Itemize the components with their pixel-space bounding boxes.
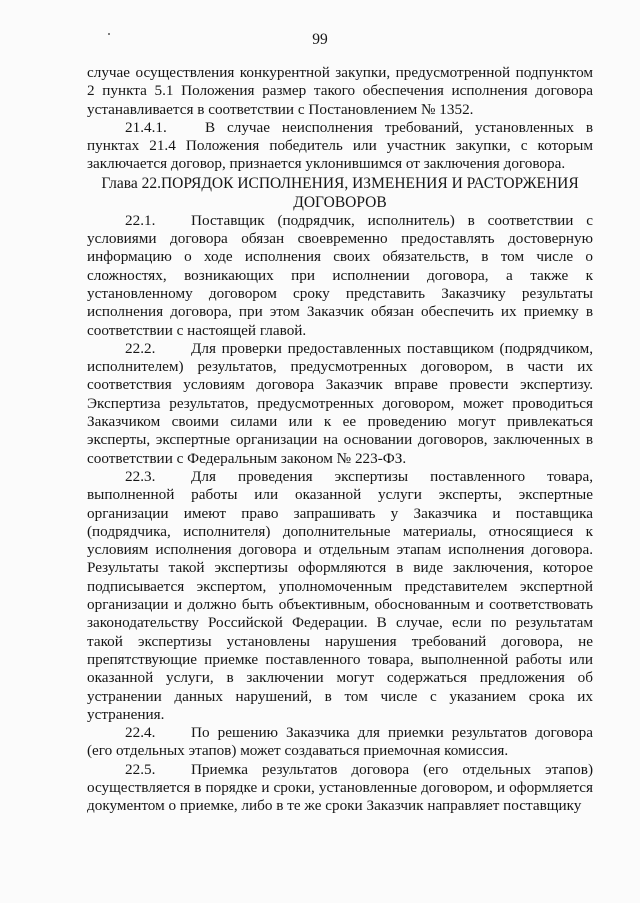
- clause-number: 22.4.: [125, 724, 156, 742]
- clause-22-5: [87, 761, 593, 816]
- chapter-heading: Глава 22.ПОРЯДОК ИСПОЛНЕНИЯ, ИЗМЕНЕНИЯ И РАСТОРЖЕНИЯ ДОГОВОРОВ: [101, 174, 579, 211]
- clause-22-4: [87, 724, 593, 761]
- clause-text: Для проведения экспертизы поставленного товара, выполненной работы или оказанной услуги эксперты, экспертные организации имеют право запрашивать у Заказчика и поставщика (подрядчика, исполнителя) дополнительные материалы, относящиеся к условиям исполнения договора и отдельным этапам исполнения договора. Результаты такой экспертизы оформляются в виде заключения, которое подписывается экспертом, уполномоченным представителем экспертной организации и должно быть объективным, обоснованным и соответствовать законодательству Российской Федерации. В случае, если по результатам такой экспертизы установлены нарушения требований договора, не препятствующие приемке поставленного товара, выполненной работы или оказанной услуги, в заключении могут содержаться предложения об устранении данных нарушений, в том числе с указанием срока их устранения.: [87, 467, 593, 723]
- document-body: [87, 64, 593, 816]
- clause-number: 22.1.: [125, 211, 156, 229]
- clause-22-1: [87, 212, 593, 340]
- clause-21-4-1: [87, 119, 593, 174]
- clause-number: 22.5.: [125, 760, 156, 778]
- clause-number: 21.4.1.: [125, 118, 167, 136]
- clause-text: Для проверки предоставленных поставщиком (подрядчиком, исполнителем) результатов, предусмотренных договором, в части их соответствия условиям договора Заказчик вправе провести экспертизу. Экспертиза результатов, предусмотренных договором, может проводиться Заказчиком своими силами или к ее проведению могут привлекаться эксперты, экспертные организации на основании договоров, заключенных в соответствии с Федеральным законом № 223-ФЗ.: [87, 339, 593, 467]
- clause-text: Приемка результатов договора (его отдельных этапов) осуществляется в порядке и сроки, установленные договором, и оформляется документом о приемке, либо в те же сроки Заказчик направляет поставщику: [87, 760, 593, 815]
- clause-22-3: [87, 468, 593, 724]
- clause-text: По решению Заказчика для приемки результатов договора (его отдельных этапов) может создаваться приемочная комиссия.: [87, 724, 593, 760]
- clause-text: В случае неисполнения требований, установленных в пунктах 21.4 Положения победитель или участник закупки, с которым заключается договор, признается уклонившимся от заключения договора.: [87, 118, 593, 173]
- page-number: 99: [312, 31, 328, 48]
- clause-22-2: [87, 340, 593, 468]
- intro-paragraph: случае осуществления конкурентной закупки, предусмотренной подпунктом 2 пункта 5.1 Положения размер такого обеспечения исполнения договора устанавливается в соответствии с Постановлением № 1352.: [87, 64, 593, 118]
- clause-text: Поставщик (подрядчик, исполнитель) в соответствии с условиями договора обязан своевременно предоставлять достоверную информацию о ходе исполнения своих обязательств, в том числе о сложностях, возникающих при исполнении договора, а также к установленному договором сроку представить Заказчику результаты исполнения договора, при этом Заказчик обязан обеспечить их приемку в соответствии с настоящей главой.: [87, 211, 593, 339]
- clause-number: 22.3.: [125, 467, 156, 485]
- clause-number: 22.2.: [125, 339, 156, 357]
